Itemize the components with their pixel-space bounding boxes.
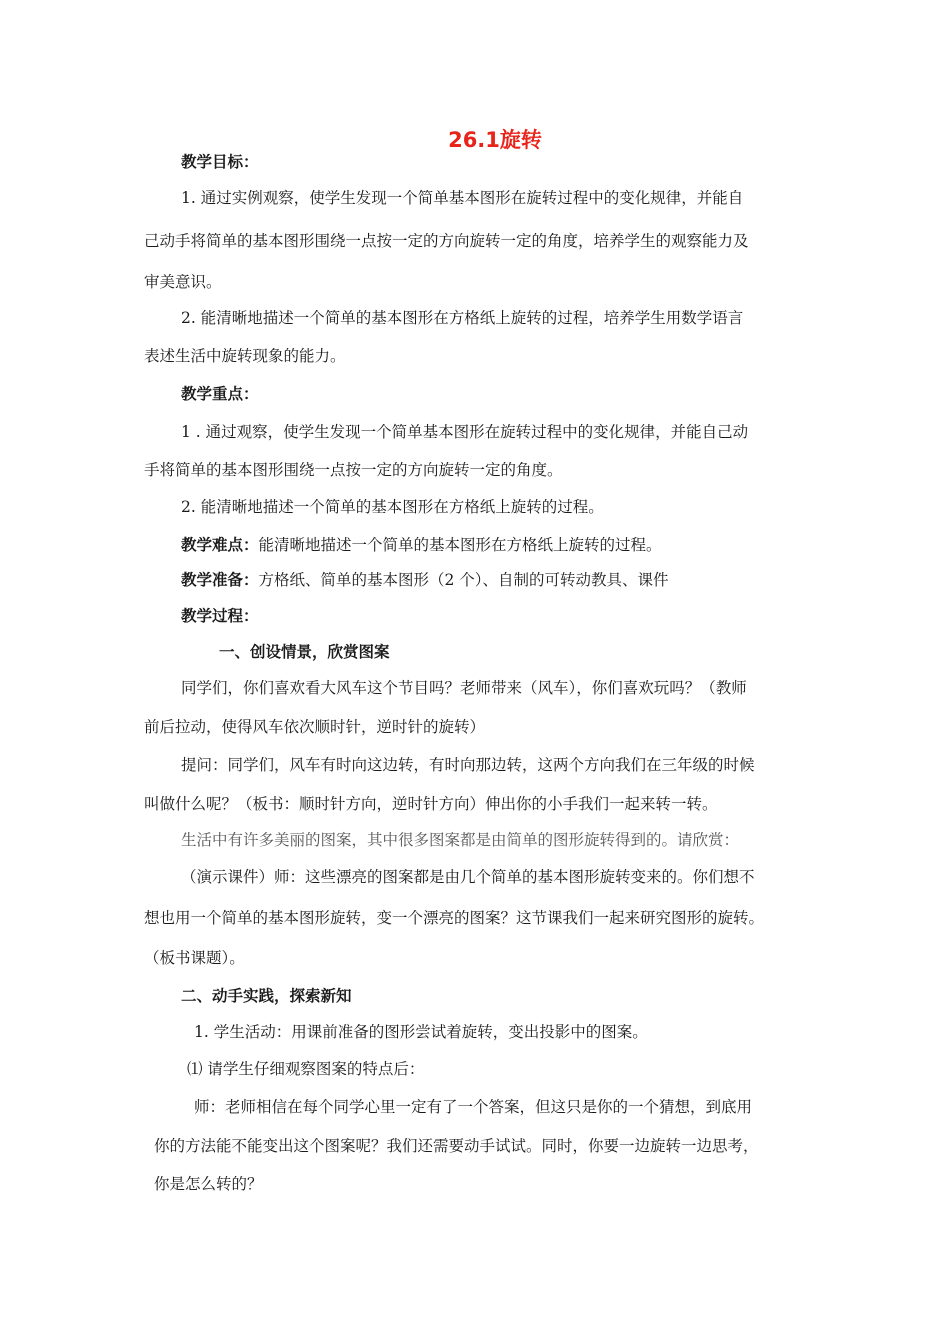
preparation-label: 教学准备： bbox=[181, 571, 259, 589]
section1-p2-line1: 提问：同学们，风车有时向这边转，有时向那边转，这两个方向我们在三年级的时候 bbox=[181, 756, 755, 774]
section2-heading: 二、动手实践，探索新知 bbox=[181, 987, 352, 1005]
objectives-item1-line1: 1. 通过实例观察，使学生发现一个简单基本图形在旋转过程中的变化规律，并能自 bbox=[181, 189, 744, 207]
section1-p3: 生活中有许多美丽的图案，其中很多图案都是由简单的图形旋转得到的。请欣赏： bbox=[181, 831, 740, 849]
section1-heading: 一、创设情景，欣赏图案 bbox=[219, 643, 390, 661]
section2-p3-line3: 你是怎么转的？ bbox=[154, 1175, 263, 1193]
difficulty-text: 能清晰地描述一个简单的基本图形在方格纸上旋转的过程。 bbox=[258, 536, 662, 554]
section1-p1-line2: 前后拉动，使得风车依次顺时针，逆时针的旋转） bbox=[144, 718, 486, 736]
section2-p1: 1. 学生活动：用课前准备的图形尝试着旋转，变出投影中的图案。 bbox=[194, 1023, 648, 1041]
preparation-text: 方格纸、简单的基本图形（2 个）、自制的可转动教具、课件 bbox=[258, 571, 669, 589]
objectives-item1-line3: 审美意识。 bbox=[144, 273, 222, 291]
key-points-item1-line2: 手将简单的基本图形围绕一点按一定的方向旋转一定的角度。 bbox=[144, 461, 563, 479]
section1-p1-line1: 同学们，你们喜欢看大风车这个节目吗？老师带来（风车），你们喜欢玩吗？（教师 bbox=[181, 679, 747, 697]
difficulty-row bbox=[181, 535, 662, 555]
key-points-item2: 2. 能清晰地描述一个简单的基本图形在方格纸上旋转的过程。 bbox=[181, 498, 604, 516]
section1-p4-line1: （演示课件）师：这些漂亮的图案都是由几个简单的基本图形旋转变来的。你们想不 bbox=[181, 868, 755, 886]
section1-p2-line2: 叫做什么呢？（板书：顺时针方向，逆时针方向）伸出你的小手我们一起来转一转。 bbox=[144, 795, 718, 813]
document-title: 26.1旋转 bbox=[448, 128, 542, 152]
key-points-heading: 教学重点： bbox=[181, 385, 259, 403]
section2-p3-line1: 师：老师相信在每个同学心里一定有了一个答案，但这只是你的一个猜想，到底用 bbox=[194, 1098, 753, 1116]
key-points-item1-line1: 1 . 通过观察，使学生发现一个简单基本图形在旋转过程中的变化规律，并能自己动 bbox=[181, 423, 749, 441]
preparation-row bbox=[181, 570, 669, 590]
objectives-item1-line2: 己动手将简单的基本图形围绕一点按一定的方向旋转一定的角度，培养学生的观察能力及 bbox=[144, 232, 749, 250]
section2-p3-line2: 你的方法能不能变出这个图案呢？我们还需要动手试试。同时，你要一边旋转一边思考， bbox=[154, 1137, 759, 1155]
section1-p4-line2: 想也用一个简单的基本图形旋转，变一个漂亮的图案？这节课我们一起来研究图形的旋转。 bbox=[144, 909, 765, 927]
objectives-heading: 教学目标： bbox=[181, 153, 259, 171]
difficulty-label: 教学难点： bbox=[181, 536, 259, 554]
objectives-item2-line2: 表述生活中旋转现象的能力。 bbox=[144, 347, 346, 365]
section2-p2: ⑴ 请学生仔细观察图案的特点后： bbox=[187, 1060, 425, 1078]
objectives-item2-line1: 2. 能清晰地描述一个简单的基本图形在方格纸上旋转的过程，培养学生用数学语言 bbox=[181, 309, 744, 327]
section1-p4-line3: （板书课题）。 bbox=[144, 949, 245, 967]
process-heading: 教学过程： bbox=[181, 607, 259, 625]
